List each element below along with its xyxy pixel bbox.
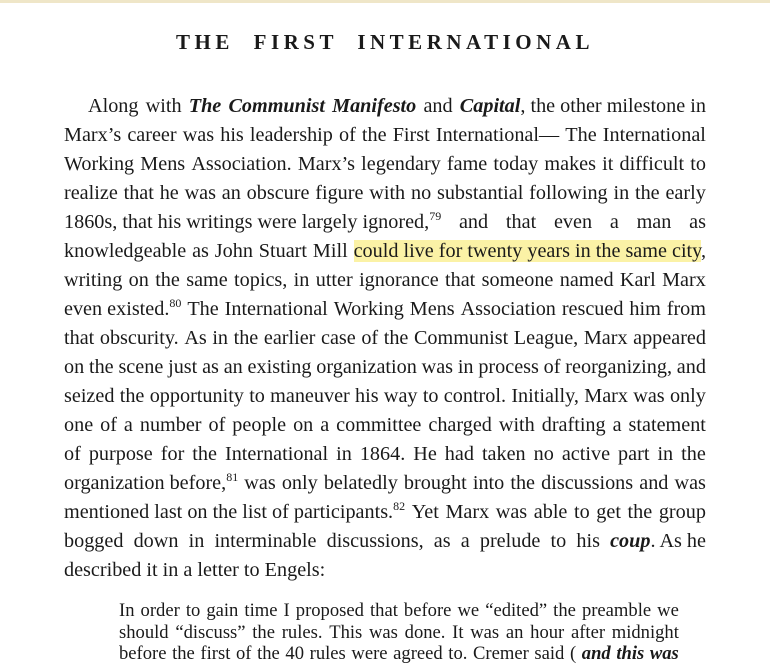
word: discussions xyxy=(541,472,634,494)
word: Marx xyxy=(445,501,490,523)
word: Stuart xyxy=(258,240,308,262)
top-rule xyxy=(0,0,770,3)
word: in xyxy=(336,443,352,465)
word: that xyxy=(505,211,537,233)
word: Karl xyxy=(619,269,656,291)
word: he xyxy=(159,182,179,204)
word: that xyxy=(369,600,398,621)
word: John xyxy=(214,240,253,262)
word: of xyxy=(338,124,356,146)
word: an xyxy=(221,182,241,204)
word: Yet xyxy=(411,501,439,523)
word: maneuver xyxy=(270,385,350,407)
word: the xyxy=(155,269,180,291)
word: “edited” xyxy=(485,600,548,621)
word: as xyxy=(689,211,706,233)
word: International xyxy=(602,124,706,146)
word: part xyxy=(618,443,650,465)
word: The xyxy=(187,298,219,320)
word: opportunity xyxy=(149,385,244,407)
word: to xyxy=(550,530,567,552)
word: was xyxy=(184,182,216,204)
quote-emphasis: was xyxy=(649,643,679,664)
word: him xyxy=(629,298,661,320)
word: of xyxy=(235,643,252,664)
word: The xyxy=(565,124,597,146)
body-paragraph xyxy=(64,92,706,585)
quote-line-3 xyxy=(119,643,679,665)
word: group xyxy=(658,501,706,523)
word: This xyxy=(329,621,363,643)
word: of xyxy=(208,414,226,436)
word: Initially, xyxy=(511,385,579,407)
quote-line-1 xyxy=(119,600,679,622)
quote-emphasis: this xyxy=(616,643,645,664)
word: ( xyxy=(569,643,577,664)
word: a xyxy=(612,414,622,436)
word: that xyxy=(64,327,95,349)
word: was xyxy=(244,472,276,494)
word: International— xyxy=(435,124,560,146)
word: Mens xyxy=(140,153,186,175)
word: to xyxy=(185,600,201,621)
word: an xyxy=(505,621,524,643)
word: time xyxy=(244,600,278,621)
paragraph-line-1: Along with The Communist Manifesto and Capital, the other milestone in xyxy=(64,92,706,121)
paragraph-line-4 xyxy=(64,179,706,208)
paragraph-line-10 xyxy=(64,353,706,382)
word: appeared xyxy=(633,327,706,349)
word: man xyxy=(636,211,672,233)
word: the xyxy=(553,600,576,621)
footnote-ref-81[interactable]: 81 xyxy=(226,470,239,484)
emphasis-coup: coup xyxy=(610,530,651,552)
word: Marx xyxy=(662,269,706,291)
word: that xyxy=(445,269,476,291)
word: on xyxy=(128,269,149,291)
word: only xyxy=(669,385,706,407)
paragraph-line-13 xyxy=(64,440,706,469)
word: to. xyxy=(448,643,468,664)
word: Working xyxy=(333,298,404,320)
word: Along xyxy=(88,95,139,117)
word: the xyxy=(119,385,145,407)
word: rescued xyxy=(561,298,624,320)
word: his xyxy=(220,124,244,146)
word: should xyxy=(119,621,169,643)
word: knowledgeable xyxy=(64,240,187,262)
word: following xyxy=(529,182,608,204)
word: a xyxy=(460,530,470,552)
word: to xyxy=(573,501,590,523)
word: the xyxy=(88,356,114,378)
word: active xyxy=(561,443,611,465)
word: organization xyxy=(316,356,417,378)
word: in xyxy=(457,356,474,378)
paragraph-line-16: bogged down in interminable discussions, as a prelude to his coup. As he xyxy=(64,527,706,556)
word: League, xyxy=(513,327,579,349)
word: first xyxy=(200,643,231,664)
paragraph-line-5: 1860s, that his writings were largely ignored,$^{79}$ and that even a man as xyxy=(64,208,706,237)
word: International xyxy=(224,298,328,320)
word: Working xyxy=(64,153,135,175)
word: makes xyxy=(544,153,596,175)
book-title-manifesto: Communist xyxy=(228,95,325,117)
word: substantial xyxy=(436,182,524,204)
block-quote xyxy=(119,600,679,665)
word: scene xyxy=(118,356,164,378)
word: ignorance xyxy=(359,269,439,291)
word: earlier xyxy=(263,327,316,349)
footnote-ref-82[interactable]: 82 xyxy=(393,499,406,513)
word: and xyxy=(639,472,669,494)
word: the xyxy=(192,443,217,465)
word: reorganizing, xyxy=(565,356,672,378)
word: before xyxy=(119,643,167,664)
highlighted-text[interactable]: could live for twenty years in the same city xyxy=(353,240,701,262)
word: in xyxy=(613,182,630,204)
word: the xyxy=(252,621,275,643)
word: hour xyxy=(530,621,565,643)
word: rules xyxy=(309,643,346,664)
footnote-ref-80[interactable]: 80 xyxy=(169,296,182,310)
word: figure xyxy=(315,182,364,204)
word: process xyxy=(478,356,539,378)
quote-emphasis: and xyxy=(581,643,611,664)
word: International xyxy=(224,443,329,465)
word: and xyxy=(458,211,489,233)
word: control. xyxy=(443,385,507,407)
word: of xyxy=(64,443,81,465)
word: Communist xyxy=(413,327,509,349)
word: for xyxy=(160,443,185,465)
word: was xyxy=(495,501,528,523)
word: bogged xyxy=(64,530,124,552)
word: same xyxy=(186,269,228,291)
word: interminable xyxy=(214,530,317,552)
word: of xyxy=(100,414,117,436)
word: in xyxy=(657,443,674,465)
word: taken xyxy=(481,443,526,465)
word: as xyxy=(192,240,209,262)
word: to xyxy=(690,153,706,175)
word: Marx xyxy=(583,327,628,349)
word: just xyxy=(168,356,198,378)
word: was xyxy=(674,472,706,494)
word: purpose xyxy=(88,443,153,465)
word: He xyxy=(413,443,437,465)
word: obscurity. xyxy=(99,327,179,349)
word: belatedly xyxy=(323,472,398,494)
word: on xyxy=(64,356,85,378)
word: a xyxy=(609,211,619,233)
word: the xyxy=(172,643,195,664)
paragraph-line-3 xyxy=(64,150,706,179)
word: on xyxy=(293,414,314,436)
paragraph-line-2 xyxy=(64,121,706,150)
word: named xyxy=(559,269,614,291)
word: Marx’s xyxy=(297,153,356,175)
word: said xyxy=(534,643,565,664)
word: get xyxy=(596,501,621,523)
word: an xyxy=(223,356,243,378)
word: today xyxy=(493,153,539,175)
word: no xyxy=(410,182,432,204)
word: had xyxy=(444,443,474,465)
word: It xyxy=(452,621,464,643)
word: the xyxy=(627,501,653,523)
word: a xyxy=(123,414,133,436)
word: discussions, xyxy=(326,530,424,552)
word: his xyxy=(576,530,600,552)
word: charged xyxy=(428,414,492,436)
paragraph-line-9 xyxy=(64,324,706,353)
book-title-manifesto: The xyxy=(188,95,222,117)
word: the xyxy=(233,327,259,349)
word: Mill xyxy=(312,240,348,262)
word: career xyxy=(127,124,177,146)
word: seized xyxy=(64,385,115,407)
paragraph-line-11 xyxy=(64,382,706,411)
word: able xyxy=(533,501,568,523)
paragraph-line-12 xyxy=(64,411,706,440)
word: people xyxy=(232,414,287,436)
word: of xyxy=(543,356,561,378)
word: topics, xyxy=(234,269,288,291)
word: with xyxy=(498,414,535,436)
word: order xyxy=(140,600,180,621)
word: early xyxy=(665,182,706,204)
word: case xyxy=(320,327,356,349)
word: was xyxy=(470,621,500,643)
word: to xyxy=(249,385,265,407)
paragraph-line-6: knowledgeable as John Stuart Mill could live for twenty years in the same city, xyxy=(64,237,706,266)
word: In xyxy=(119,600,135,621)
word: was xyxy=(182,124,215,146)
word: As xyxy=(184,327,207,349)
word: Marx’s xyxy=(64,124,122,146)
word: was xyxy=(633,385,665,407)
word: the xyxy=(634,182,660,204)
word: statement xyxy=(628,414,706,436)
word: was xyxy=(421,356,454,378)
word: from xyxy=(666,298,706,320)
word: with xyxy=(145,95,182,117)
word: after xyxy=(570,621,606,643)
word: the xyxy=(383,327,409,349)
word: rules. xyxy=(281,621,323,643)
paragraph-line-17: described it in a letter to Engels: xyxy=(64,559,326,581)
book-title-capital: Capital xyxy=(459,95,521,117)
word: a xyxy=(320,414,330,436)
word: as xyxy=(202,356,219,378)
word: and xyxy=(676,356,706,378)
word: 1864. xyxy=(359,443,406,465)
paragraph-line-15: mentioned last on the list of participants.$^{82}$ Yet Marx was able to get the group xyxy=(64,498,706,527)
word: as xyxy=(433,530,451,552)
word: to xyxy=(422,385,439,407)
word: the xyxy=(510,472,536,494)
word: I xyxy=(283,600,290,621)
word: utter xyxy=(315,269,353,291)
word: and xyxy=(423,95,453,117)
word: 40 xyxy=(285,643,305,664)
word: prelude xyxy=(479,530,541,552)
word: even xyxy=(553,211,593,233)
word: done. xyxy=(404,621,446,643)
word: proposed xyxy=(295,600,364,621)
word: Association xyxy=(460,298,556,320)
word: one xyxy=(64,414,94,436)
footnote-ref-79[interactable]: 79 xyxy=(429,209,442,223)
word: the xyxy=(257,643,280,664)
word: of xyxy=(361,327,379,349)
word: into xyxy=(472,472,505,494)
quote-line-2 xyxy=(119,622,679,644)
word: existing xyxy=(247,356,312,378)
word: we xyxy=(457,600,480,621)
word: agreed xyxy=(393,643,443,664)
word: legendary xyxy=(361,153,441,175)
word: brought xyxy=(403,472,467,494)
word: in xyxy=(293,269,310,291)
word: obscure xyxy=(246,182,310,204)
word: Association. xyxy=(191,153,292,175)
word: in xyxy=(212,327,229,349)
word: Cremer xyxy=(473,643,529,664)
word: writing xyxy=(64,269,123,291)
word: no xyxy=(533,443,554,465)
word: First xyxy=(392,124,430,146)
word: committee xyxy=(336,414,422,436)
word: leadership xyxy=(249,124,333,146)
word: we xyxy=(657,600,679,621)
word: with xyxy=(369,182,406,204)
word: Mens xyxy=(409,298,455,320)
word: preamble xyxy=(581,600,652,621)
word: difficult xyxy=(619,153,685,175)
word: someone xyxy=(481,269,554,291)
word: was xyxy=(369,621,398,643)
word: number xyxy=(139,414,202,436)
word: fame xyxy=(446,153,488,175)
chapter-title: THE FIRST INTERNATIONAL xyxy=(176,30,594,54)
word: midnight xyxy=(611,621,679,643)
paragraph-line-14: organization before,$^{81}$ was only belatedly brought into the discussions and was xyxy=(64,469,706,498)
word: Marx xyxy=(584,385,628,407)
word: realize xyxy=(64,182,118,204)
word: drafting xyxy=(541,414,606,436)
word: only xyxy=(281,472,318,494)
word: in xyxy=(188,530,205,552)
paragraph-line-7 xyxy=(64,266,706,295)
word: his xyxy=(355,385,379,407)
word: the xyxy=(361,124,387,146)
book-title-manifesto: Manifesto xyxy=(332,95,417,117)
word: were xyxy=(351,643,388,664)
paragraph-line-8: even existed.$^{80}$ The International Working Mens Association rescued him from xyxy=(64,295,706,324)
word: way xyxy=(383,385,418,407)
word: that xyxy=(123,182,154,204)
word: it xyxy=(602,153,614,175)
word: “discuss” xyxy=(175,621,246,643)
word: gain xyxy=(206,600,239,621)
word: before xyxy=(403,600,452,621)
word: the xyxy=(681,443,706,465)
word: down xyxy=(133,530,179,552)
